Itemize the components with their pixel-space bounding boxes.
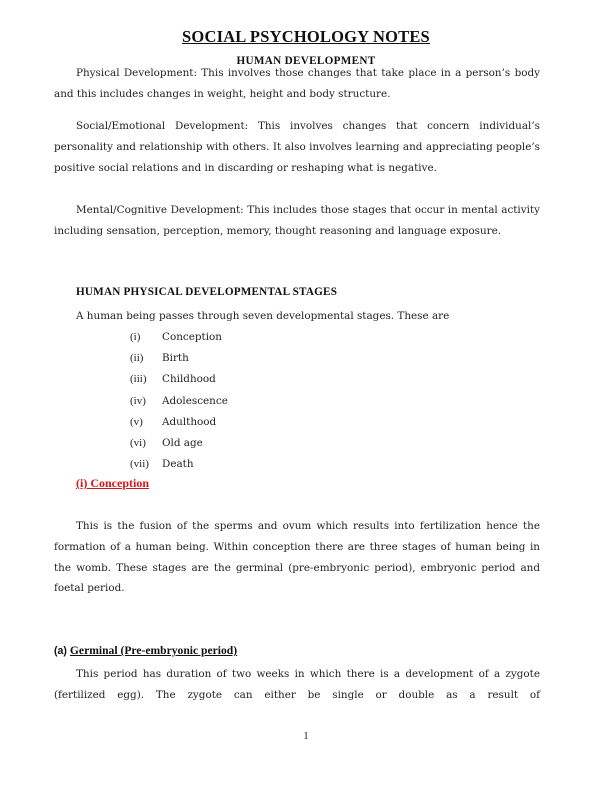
stage-list-item: [130, 391, 228, 412]
stage-label: Childhood: [162, 373, 216, 386]
paragraph-social-emotional-development: Social/Emotional Development: This involves changes that concern individual’s personality and relationship with others. It also involves learning and appreciating people’s positive social relations and in discarding or reshaping what is negative.: [54, 120, 540, 174]
stage-number: (ii): [130, 352, 144, 365]
stage-list-item: [130, 412, 228, 433]
stage-list: [130, 327, 228, 475]
stage-label: Old age: [162, 436, 203, 449]
paragraph-physical-development: Physical Development: This involves those changes that take place in a person’s body and this includes changes in weight, height and body structure.: [54, 67, 540, 100]
germinal-heading-prefix: (a): [54, 645, 67, 657]
section-heading-physical-stages: HUMAN PHYSICAL DEVELOPMENTAL STAGES: [76, 286, 338, 298]
document-subtitle: HUMAN DEVELOPMENT: [236, 55, 376, 67]
stage-list-item: [130, 348, 228, 369]
paragraph-conception: This is the fusion of the sperms and ovum which results into fertilization hence the formation of a human being. Within conception there are three stages of human being in the womb. These stages are the germinal (pre-embryonic period), embryonic period and foetal period.: [54, 520, 540, 595]
stage-number: (i): [130, 331, 141, 343]
stage-label: Birth: [162, 352, 189, 365]
stage-number: (vi): [130, 436, 146, 449]
stage-number: (vii): [130, 458, 149, 471]
stage-number: (iii): [130, 373, 147, 386]
paragraph-mental-cognitive-development: Mental/Cognitive Development: This includes those stages that occur in mental activity including sensation, perception, memory, thought reasoning and language exposure.: [54, 204, 540, 237]
page-number: 1: [303, 730, 309, 742]
stage-number: (iv): [130, 394, 146, 407]
stage-list-item: [130, 433, 228, 454]
stage-label: Death: [162, 458, 194, 471]
conception-heading: (i) Conception: [76, 476, 149, 490]
document-title: SOCIAL PSYCHOLOGY NOTES: [182, 27, 430, 46]
germinal-heading-title: Germinal (Pre-embryonic period): [69, 644, 238, 657]
stages-intro: A human being passes through seven developmental stages. These are: [76, 310, 450, 322]
stage-label: Adolescence: [162, 394, 228, 407]
germinal-heading: [54, 644, 237, 657]
paragraph-germinal: This period has duration of two weeks in which there is a development of a zygote (fertilized egg). The zygote can either be single or double as a result of: [54, 668, 540, 701]
stage-number: (v): [130, 415, 143, 428]
stage-label: Adulthood: [162, 415, 217, 428]
stage-list-item: [130, 369, 228, 390]
stage-list-item: [130, 454, 228, 475]
stage-label: Conception: [162, 331, 222, 343]
stage-list-item: [130, 327, 228, 348]
